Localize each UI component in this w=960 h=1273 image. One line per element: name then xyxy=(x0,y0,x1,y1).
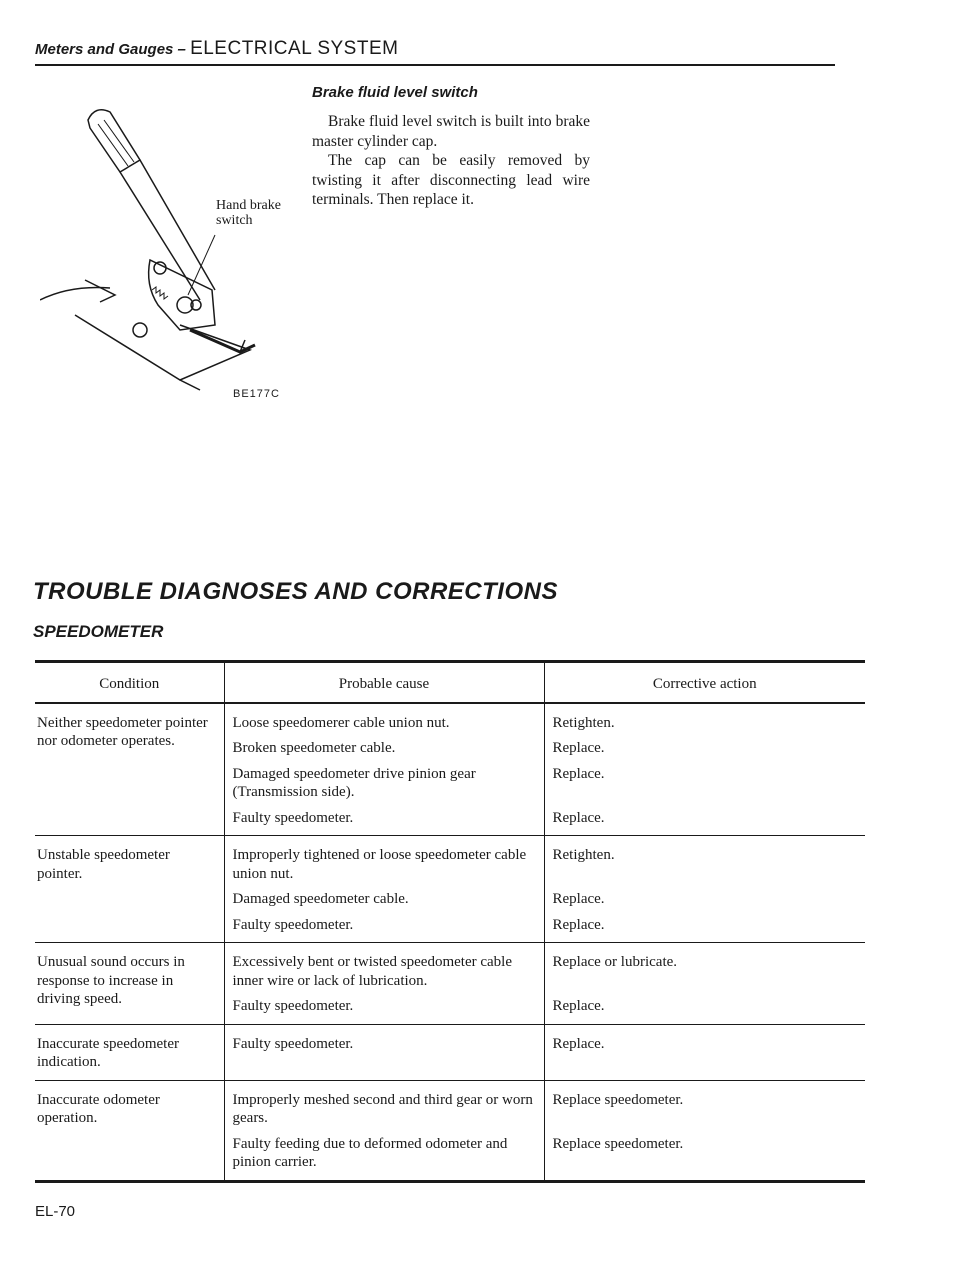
subsection-title: SPEEDOMETER xyxy=(33,622,164,641)
cause-item: Faulty feeding due to deformed odometer and pinion carrier. xyxy=(232,1135,508,1170)
action-item: Replace. xyxy=(552,765,605,782)
header-section: Meters and Gauges – xyxy=(35,41,191,58)
column-header-cause: Probable cause xyxy=(224,662,544,703)
action-item: Retighten. xyxy=(552,847,615,863)
cause-item: Improperly tightened or loose speedometer cable union nut. xyxy=(232,847,527,882)
cause-cell xyxy=(224,1080,544,1181)
table-row xyxy=(35,836,865,943)
cause-item: Broken speedometer cable. xyxy=(232,740,396,756)
brake-fluid-para1: Brake fluid level switch is built into brake master cylinder cap. xyxy=(312,113,590,150)
cause-cell xyxy=(224,1024,544,1080)
brake-fluid-para2: The cap can be easily removed by twisting it after disconnecting lead wire terminals. Then replace it. xyxy=(312,152,590,208)
section-title: TROUBLE DIAGNOSES AND CORRECTIONS xyxy=(33,578,558,605)
action-item: Replace. xyxy=(552,740,605,756)
condition-cell: Inaccurate odometer operation. xyxy=(35,1080,224,1181)
cause-item: Faulty speedometer. xyxy=(232,998,354,1014)
action-cell xyxy=(544,703,865,836)
table-row xyxy=(35,703,865,836)
page-header xyxy=(35,38,835,66)
figure-callout xyxy=(216,198,281,228)
action-item: Replace. xyxy=(552,1035,605,1052)
action-cell xyxy=(544,1080,865,1181)
brake-fluid-body xyxy=(312,112,590,210)
condition-cell: Neither speedometer pointer nor odometer operates. xyxy=(35,703,224,836)
condition-cell: Inaccurate speedometer indication. xyxy=(35,1024,224,1080)
action-item: Retighten. xyxy=(552,714,615,731)
cause-item: Faulty speedometer. xyxy=(232,809,354,826)
column-header-action: Corrective action xyxy=(544,662,865,703)
action-cell xyxy=(544,943,865,1025)
figure-callout-line2: switch xyxy=(216,213,253,228)
action-item: Replace speedometer. xyxy=(552,1135,684,1152)
action-item: Replace or lubricate. xyxy=(552,954,678,970)
action-cell xyxy=(544,836,865,943)
action-item: Replace. xyxy=(552,916,605,933)
action-cell xyxy=(544,1024,865,1080)
condition-cell: Unusual sound occurs in response to increase in driving speed. xyxy=(35,943,224,1025)
cause-cell xyxy=(224,943,544,1025)
condition-cell: Unstable speedometer pointer. xyxy=(35,836,224,943)
cause-item: Damaged speedometer cable. xyxy=(232,891,409,907)
hand-brake-figure xyxy=(40,90,310,410)
table-row xyxy=(35,1080,865,1181)
page-number: EL-70 xyxy=(35,1203,76,1220)
action-item: Replace speedometer. xyxy=(552,1091,684,1108)
table-row xyxy=(35,1024,865,1080)
hand-brake-illustration xyxy=(40,90,310,410)
cause-item: Faulty speedometer. xyxy=(232,916,354,933)
brake-fluid-title: Brake fluid level switch xyxy=(312,84,478,101)
cause-cell xyxy=(224,836,544,943)
cause-item: Improperly meshed second and third gear or worn gears. xyxy=(232,1091,533,1126)
figure-callout-line1: Hand brake xyxy=(216,198,281,213)
figure-code: BE177C xyxy=(233,388,280,400)
cause-cell xyxy=(224,703,544,836)
action-item: Replace. xyxy=(552,809,605,826)
header-system: ELECTRICAL SYSTEM xyxy=(190,38,399,59)
cause-item: Loose speedomerer cable union nut. xyxy=(232,714,450,731)
action-item: Replace. xyxy=(552,891,605,907)
table-header-row xyxy=(35,662,865,703)
action-item: Replace. xyxy=(552,998,605,1014)
column-header-condition: Condition xyxy=(35,662,224,703)
diagnosis-table xyxy=(35,660,865,1183)
cause-item: Excessively bent or twisted speedometer cable inner wire or lack of lubrication. xyxy=(232,954,512,989)
table-row xyxy=(35,943,865,1025)
cause-item: Damaged speedometer drive pinion gear (Transmission side). xyxy=(232,765,476,800)
cause-item: Faulty speedometer. xyxy=(232,1035,354,1052)
